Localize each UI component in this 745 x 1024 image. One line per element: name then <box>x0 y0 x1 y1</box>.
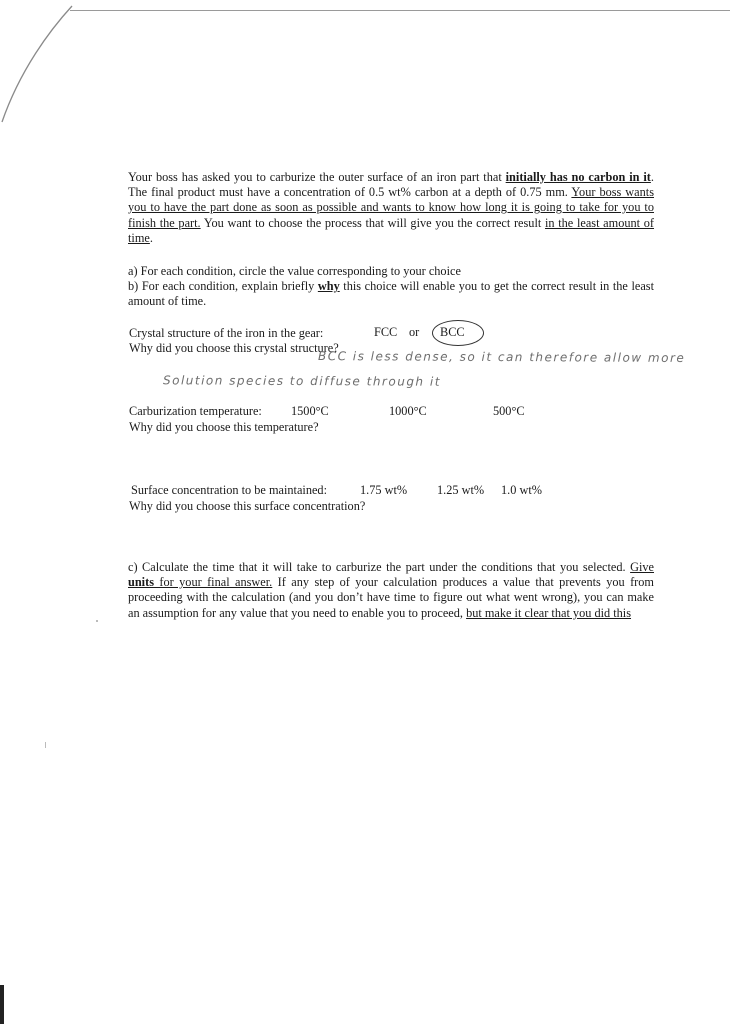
instruction-why: why <box>317 279 340 293</box>
intro-text: You want to choose the process that will give you the correct result <box>200 215 545 230</box>
handwritten-answer-line1: BCC is less dense, so it can therefore allow more <box>317 349 686 365</box>
part-c-units: units <box>128 575 154 590</box>
temperature-question: Why did you choose this temperature? <box>129 420 319 434</box>
instruction-b <box>128 279 654 309</box>
instruction-b-text: b) For each condition, explain briefly <box>128 279 318 293</box>
crystal-option-bcc[interactable]: BCC <box>440 325 465 339</box>
part-c-paragraph <box>128 560 654 621</box>
part-c-underlined: but make it clear that you did this <box>466 605 632 620</box>
scan-speck <box>96 620 98 622</box>
temperature-option-1000[interactable]: 1000°C <box>389 404 427 418</box>
selection-circle <box>432 320 484 346</box>
handwritten-answer-line2: Solution species to diffuse through it <box>162 373 441 389</box>
instruction-b-text: this choice will enable you to get the correct result in the least amount of time. <box>128 279 654 309</box>
intro-underlined: Your boss wants you to have the part done as soon as possible and wants to know how long it is going to take for you to finish the part. <box>128 185 654 230</box>
crystal-option-fcc[interactable]: FCC <box>374 325 398 339</box>
surface-option-175[interactable]: 1.75 wt% <box>360 483 408 497</box>
part-c-text: If any step of your calculation produces a value that prevents you from proceeding with the calculation (and you don’t have time to figure out what went wrong), you can make an assumption for any value that you need to enable you to proceed, <box>128 575 654 620</box>
scan-speck <box>45 742 46 748</box>
part-c-text: c) Calculate the time that it will take to carburize the part under the conditions that you selected. <box>128 560 631 574</box>
part-c-underlined: for your final answer. <box>153 575 273 590</box>
part-c-underlined: Give <box>630 560 654 574</box>
temperature-option-500[interactable]: 500°C <box>493 404 525 418</box>
temperature-label: Carburization temperature: <box>129 404 262 418</box>
crystal-or: or <box>409 325 420 339</box>
crystal-question: Why did you choose this crystal structure? <box>129 341 339 355</box>
page-corner-fold <box>0 0 80 130</box>
temperature-option-1500[interactable]: 1500°C <box>291 404 329 418</box>
surface-option-125[interactable]: 1.25 wt% <box>437 483 485 497</box>
instruction-a-text: a) For each condition, circle the value corresponding to your choice <box>128 264 461 278</box>
page-edge-top <box>70 10 730 11</box>
intro-underlined: in the least amount of time <box>128 215 655 245</box>
surface-question: Why did you choose this surface concentration? <box>129 499 366 513</box>
intro-paragraph <box>128 170 654 246</box>
scan-edge-bar <box>0 985 4 1024</box>
intro-text: Your boss has asked you to carburize the outer surface of an iron part that <box>128 170 506 184</box>
surface-option-10[interactable]: 1.0 wt% <box>501 483 542 497</box>
crystal-label: Crystal structure of the iron in the gear: <box>129 326 324 340</box>
instruction-a <box>128 264 654 279</box>
surface-label: Surface concentration to be maintained: <box>131 483 327 497</box>
intro-text: . <box>149 230 153 245</box>
intro-emphasis: initially has no carbon in it <box>505 170 651 184</box>
intro-text: . The final product must have a concentration of 0.5 wt% carbon at a depth of 0.75 mm. <box>128 170 654 200</box>
